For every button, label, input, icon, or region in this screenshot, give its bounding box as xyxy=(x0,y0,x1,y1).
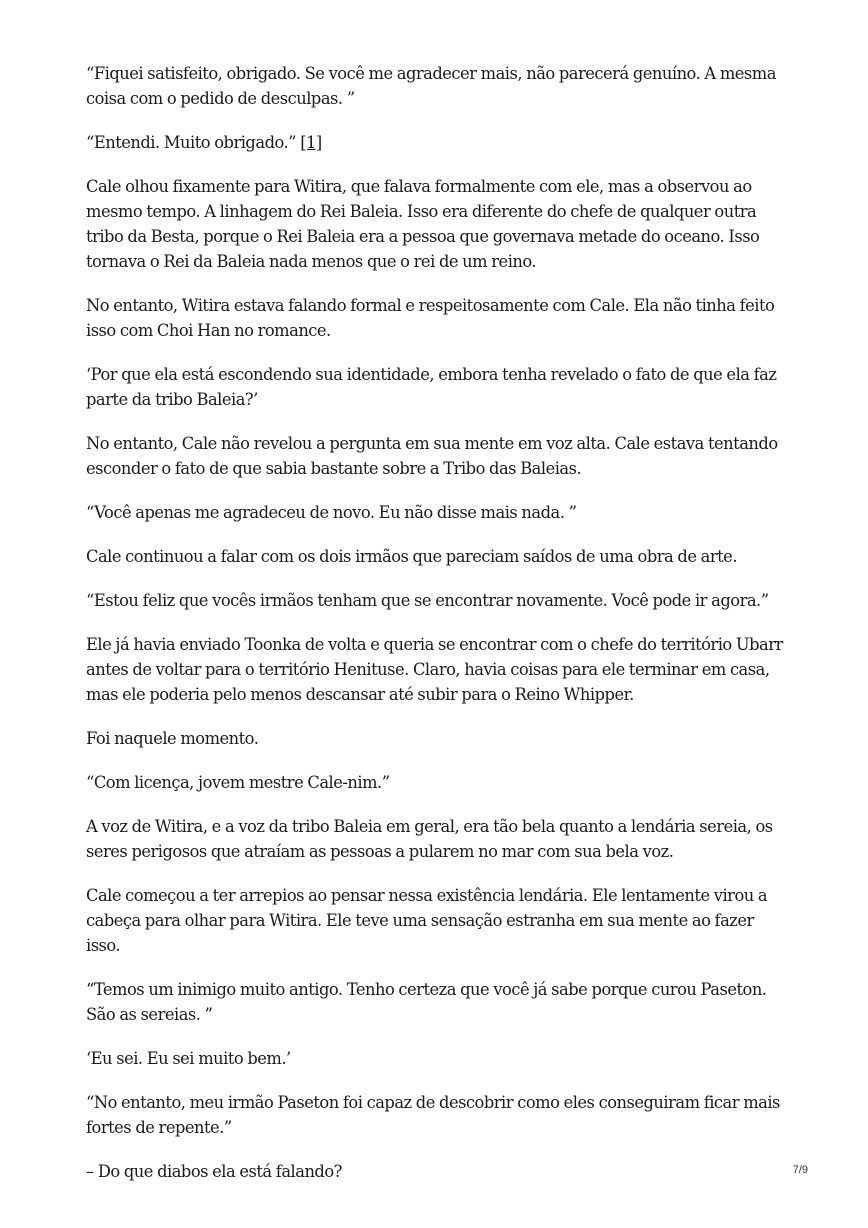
paragraph: A voz de Witira, e a voz da tribo Baleia em geral, era tão bela quanto a lendária sereia, os seres perigosos que atraíam as pessoas a pularem no mar com sua bela voz. xyxy=(86,817,773,861)
paragraph: “Temos um inimigo muito antigo. Tenho certeza que você já sabe porque curou Paseton. São as sereias. ” xyxy=(86,980,767,1024)
paragraph: – Do que diabos ela está falando? xyxy=(86,1162,342,1181)
paragraph: ‘Por que ela está escondendo sua identidade, embora tenha revelado o fato de que ela faz parte da tribo Baleia?’ xyxy=(86,365,777,409)
paragraph: Ele já havia enviado Toonka de volta e queria se encontrar com o chefe do território Ubarr antes de voltar para o território Henituse. Claro, havia coisas para ele terminar em casa, mas ele poderia pelo menos descansar até subir para o Reino Whipper. xyxy=(86,635,783,704)
paragraph: Cale olhou fixamente para Witira, que falava formalmente com ele, mas a observou ao mesmo tempo. A linhagem do Rei Baleia. Isso era diferente do chefe de qualquer outra tribo da Besta, porque o Rei Baleia era a pessoa que governava metade do oceano. Isso tornava o Rei da Baleia nada menos que o rei de um reino. xyxy=(86,177,760,271)
page-number: 7/9 xyxy=(792,1164,808,1176)
paragraph: Foi naquele momento. xyxy=(86,729,259,748)
paragraph: ‘Eu sei. Eu sei muito bem.’ xyxy=(86,1049,291,1068)
paragraph xyxy=(86,130,788,155)
paragraph: “Fiquei satisfeito, obrigado. Se você me agradecer mais, não parecerá genuíno. A mesma coisa com o pedido de desculpas. ” xyxy=(86,64,776,108)
paragraph-text: “Entendi. Muito obrigado.” xyxy=(86,133,301,152)
paragraph: “Estou feliz que vocês irmãos tenham que se encontrar novamente. Você pode ir agora.” xyxy=(86,591,769,610)
document-body xyxy=(86,61,788,1203)
paragraph: “Você apenas me agradeceu de novo. Eu não disse mais nada. ” xyxy=(86,503,577,522)
paragraph: No entanto, Witira estava falando formal e respeitosamente com Cale. Ela não tinha feito isso com Choi Han no romance. xyxy=(86,296,775,340)
paragraph: No entanto, Cale não revelou a pergunta em sua mente em voz alta. Cale estava tentando esconder o fato de que sabia bastante sobre a Tribo das Baleias. xyxy=(86,434,778,478)
footnote-link[interactable]: [1] xyxy=(300,133,322,152)
paragraph: Cale continuou a falar com os dois irmãos que pareciam saídos de uma obra de arte. xyxy=(86,547,737,566)
paragraph: “Com licença, jovem mestre Cale-nim.” xyxy=(86,773,390,792)
paragraph: “No entanto, meu irmão Paseton foi capaz de descobrir como eles conseguiram ficar mais fortes de repente.” xyxy=(86,1093,780,1137)
paragraph: Cale começou a ter arrepios ao pensar nessa existência lendária. Ele lentamente virou a cabeça para olhar para Witira. Ele teve uma sensação estranha em sua mente ao fazer isso. xyxy=(86,886,768,955)
